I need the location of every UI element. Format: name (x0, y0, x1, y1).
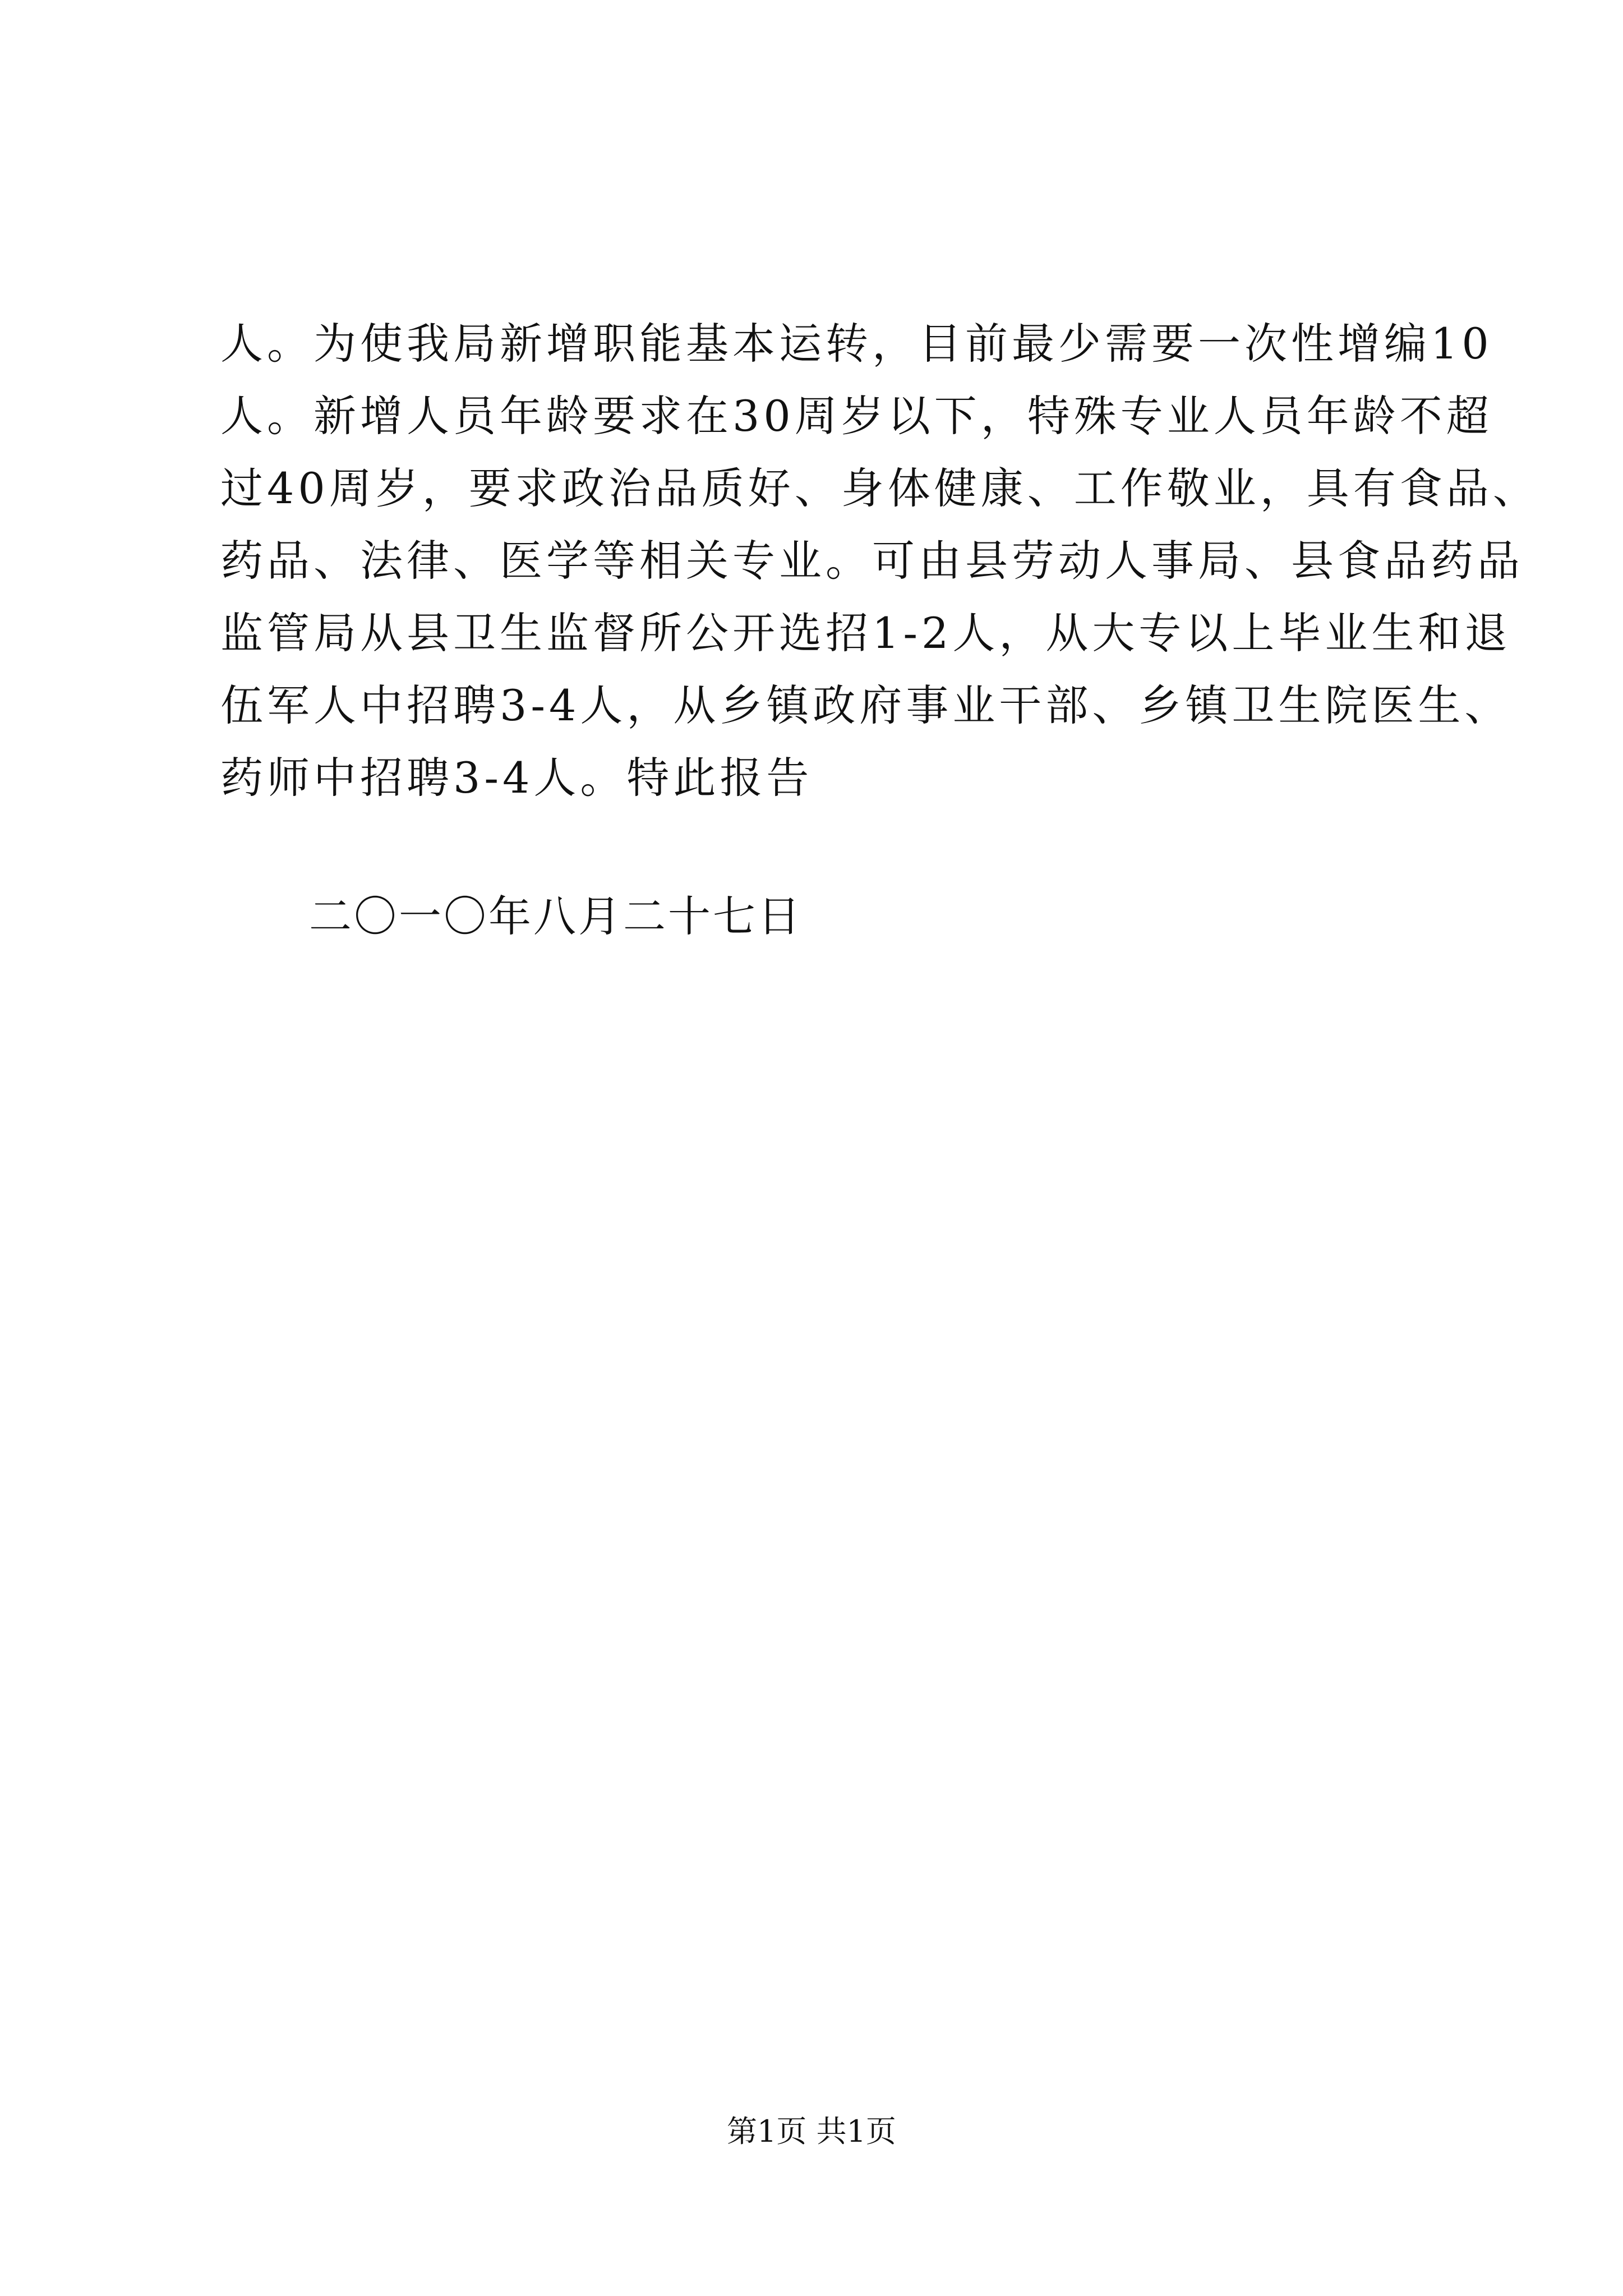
body-line: 人。为使我局新增职能基本运转，目前最少需要一次性增编10 (220, 319, 1493, 369)
body-line: 监管局从县卫生监督所公开选招1-2人，从大专以上毕业生和退 (220, 608, 1511, 658)
document-date: 二〇一〇年八月二十七日 (309, 891, 803, 941)
body-line: 过40周岁，要求政治品质好、身体健康、工作敬业，具有食品、 (220, 463, 1539, 513)
body-line: 药师中招聘3-4人。特此报告 (220, 753, 813, 803)
body-line: 药品、法律、医学等相关专业。可由县劳动人事局、县食品药品 (220, 536, 1524, 586)
page-footer: 第1页 共1页 (727, 2114, 896, 2149)
body-text (220, 307, 1539, 814)
body-line: 人。新增人员年龄要求在30周岁以下，特殊专业人员年龄不超 (220, 391, 1493, 441)
body-line: 伍军人中招聘3-4人，从乡镇政府事业干部、乡镇卫生院医生、 (220, 680, 1511, 730)
